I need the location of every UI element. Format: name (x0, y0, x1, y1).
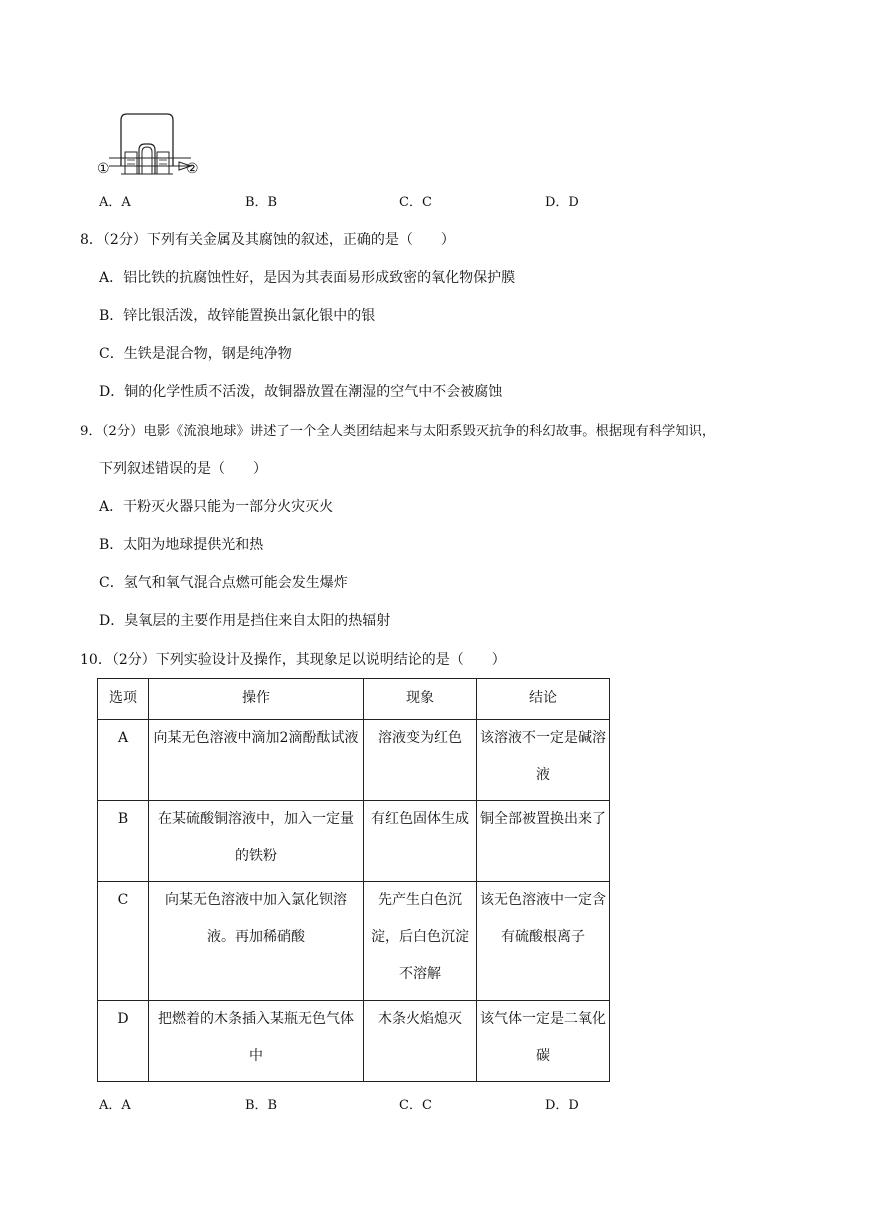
header-operation: 操作 (149, 679, 364, 720)
q8-option-c: C．生铁是混合物，钢是纯净物 (99, 346, 292, 362)
q10-stem: 10．（2分）下列实验设计及操作，其现象足以说明结论的是（ ） (80, 652, 506, 668)
q8-option-b: B．锌比银活泼，故锌能置换出氯化银中的银 (99, 308, 376, 324)
row-c-option: C (98, 882, 149, 1001)
row-c-phenomenon: 先产生白色沉淀，后白色沉淀不溶解 (364, 882, 477, 1001)
q7-option-c: C．C (399, 195, 432, 210)
table-row (98, 1001, 610, 1082)
row-b-option: B (98, 801, 149, 882)
diagram-label-right: ② (186, 161, 199, 177)
experiment-table (97, 678, 610, 1082)
q8-stem: 8．（2分）下列有关金属及其腐蚀的叙述，正确的是（ ） (80, 232, 455, 248)
q9-stem-line2: 下列叙述错误的是（ ） (99, 461, 267, 477)
row-a-conclusion: 该溶液不一定是碱溶液 (477, 720, 610, 801)
q10-option-b: B．B (245, 1098, 278, 1113)
table-row (98, 801, 610, 882)
row-b-phenomenon: 有红色固体生成 (364, 801, 477, 882)
q9-option-d: D．臭氧层的主要作用是挡住来自太阳的热辐射 (99, 613, 391, 629)
row-b-conclusion: 铜全部被置换出来了 (477, 801, 610, 882)
table-row (98, 720, 610, 801)
header-option: 选项 (98, 679, 149, 720)
row-d-phenomenon: 木条火焰熄灭 (364, 1001, 477, 1082)
q9-stem-line1: 9．（2分）电影《流浪地球》讲述了一个全人类团结起来与太阳系毁灭抗争的科幻故事。根据现有科学知识， (80, 424, 716, 439)
q9-option-a: A．干粉灭火器只能为一部分火灾灭火 (99, 499, 334, 515)
row-c-conclusion: 该无色溶液中一定含有硫酸根离子 (477, 882, 610, 1001)
table-row (98, 882, 610, 1001)
row-d-conclusion: 该气体一定是二氧化碳 (477, 1001, 610, 1082)
q8-option-a: A．铝比铁的抗腐蚀性好，是因为其表面易形成致密的氧化物保护膜 (99, 270, 516, 286)
q9-option-c: C．氢气和氧气混合点燃可能会发生爆炸 (99, 575, 348, 591)
q8-option-d: D．铜的化学性质不活泼，故铜器放置在潮湿的空气中不会被腐蚀 (99, 384, 503, 400)
table-header-row (98, 679, 610, 720)
row-b-operation: 在某硫酸铜溶液中，加入一定量的铁粉 (149, 801, 364, 882)
row-c-operation: 向某无色溶液中加入氯化钡溶液。再加稀硝酸 (149, 882, 364, 1001)
row-a-operation: 向某无色溶液中滴加2滴酚酞试液 (149, 720, 364, 801)
diagram-label-left: ① (97, 161, 110, 177)
q9-option-b: B．太阳为地球提供光和热 (99, 537, 264, 553)
q10-option-a: A．A (99, 1098, 131, 1113)
q7-option-a: A．A (99, 195, 131, 210)
row-a-phenomenon: 溶液变为红色 (364, 720, 477, 801)
row-d-option: D (98, 1001, 149, 1082)
row-a-option: A (98, 720, 149, 801)
header-conclusion: 结论 (477, 679, 610, 720)
row-d-operation: 把燃着的木条插入某瓶无色气体中 (149, 1001, 364, 1082)
q7-option-d: D．D (545, 195, 579, 210)
q10-option-c: C．C (399, 1098, 432, 1113)
header-phenomenon: 现象 (364, 679, 477, 720)
q10-option-d: D．D (545, 1098, 579, 1113)
q7-option-b: B．B (245, 195, 278, 210)
